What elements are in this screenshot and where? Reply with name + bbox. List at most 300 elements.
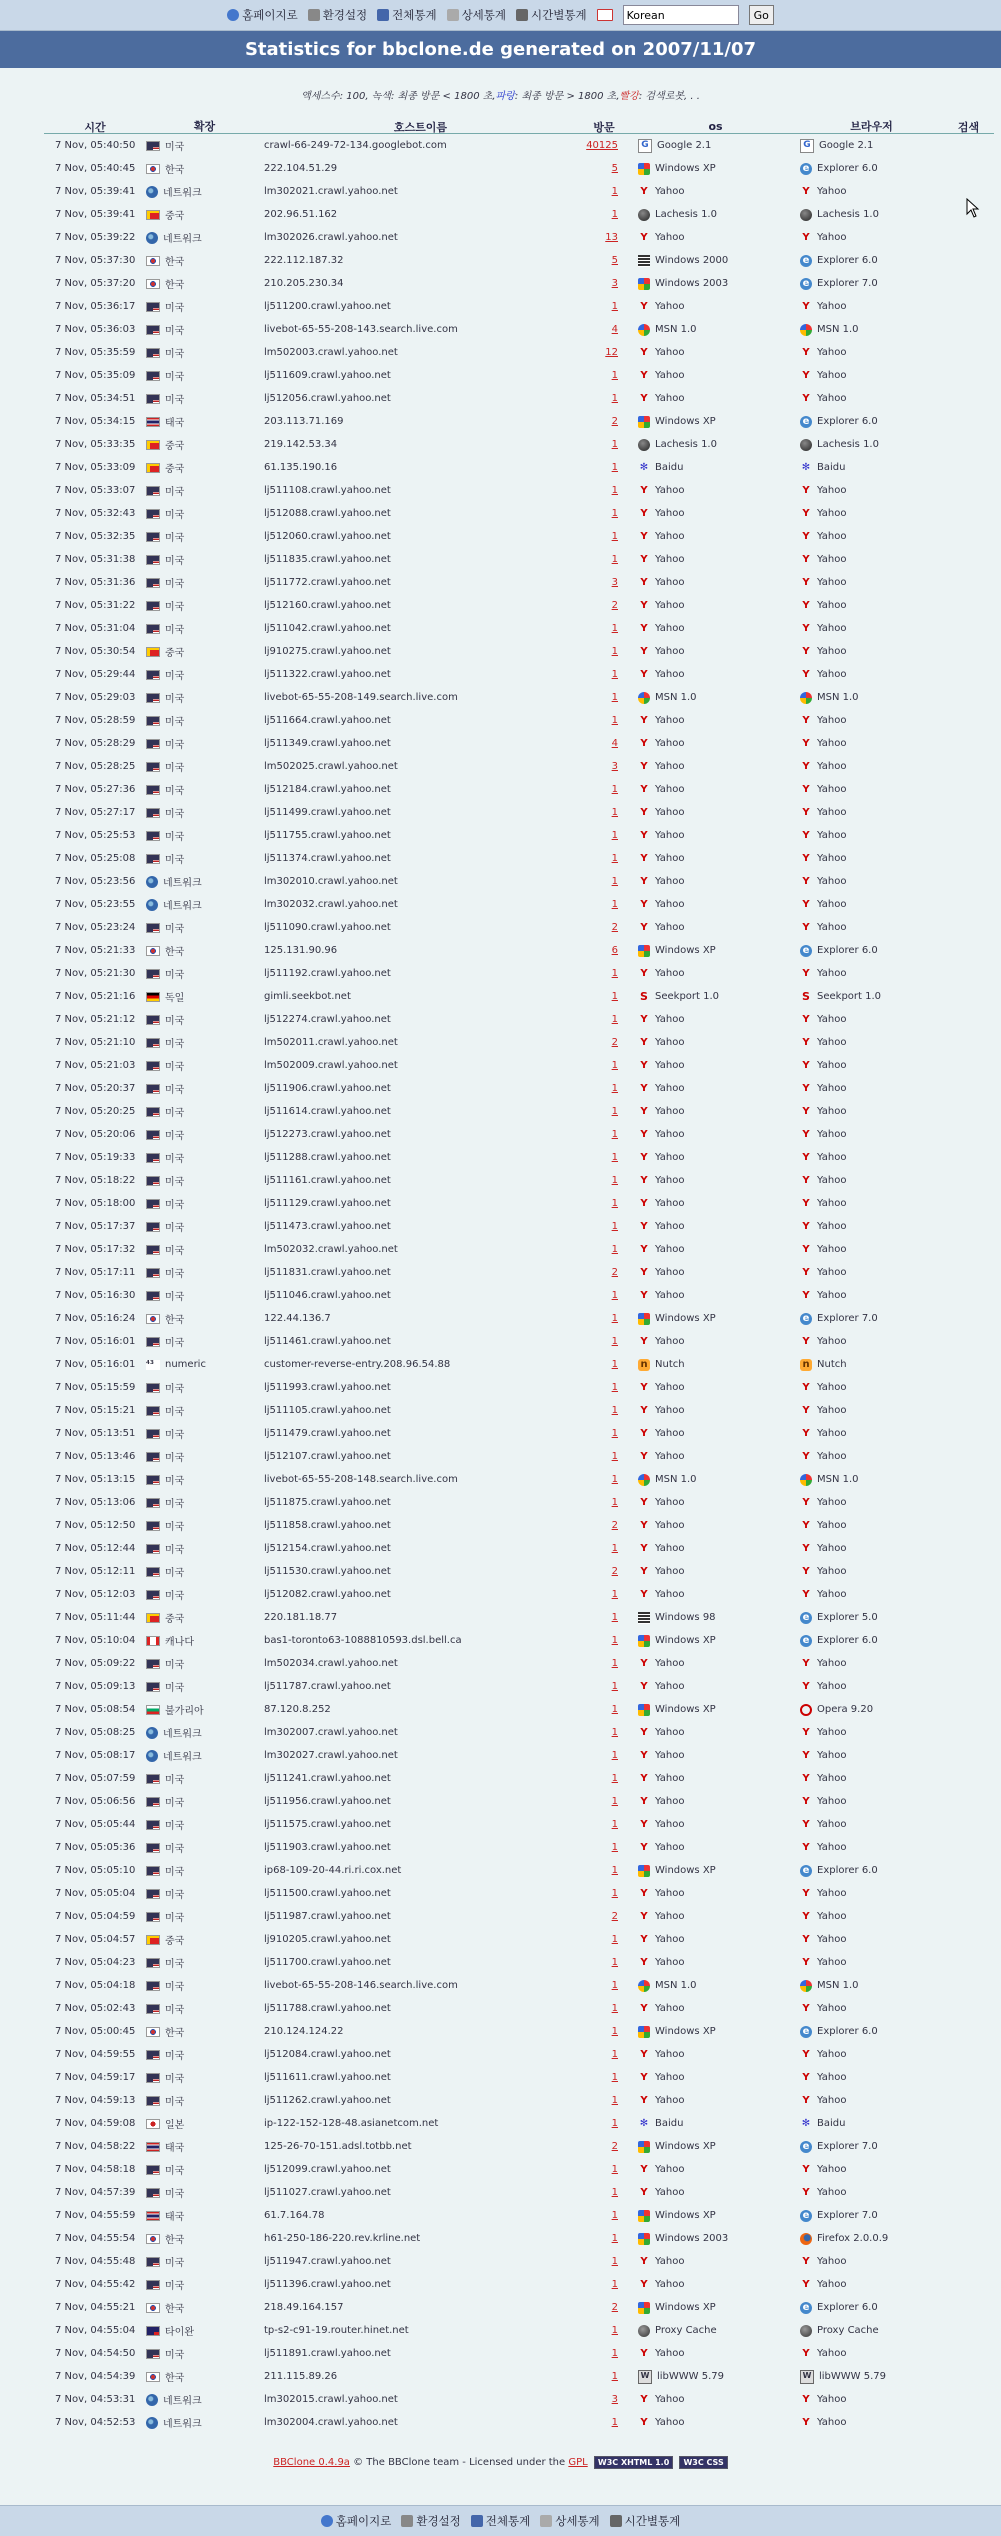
row-visits [577,2187,631,2198]
row-hostname: lj512273.crawl.yahoo.net [264,1129,391,1140]
row-ext [146,782,263,797]
row-visits-link[interactable]: 1 [611,1819,618,1830]
row-visits-link[interactable]: 1 [611,1543,618,1554]
flag-us-icon [146,670,160,680]
row-visits-link[interactable]: 1 [611,2187,618,2198]
yahoo-icon: Y [802,185,810,197]
row-hostname: lj511609.crawl.yahoo.net [264,370,391,381]
row-visits-link[interactable]: 1 [611,439,618,450]
row-visits-link[interactable]: 2 [611,1037,618,1048]
row-visits-link[interactable]: 1 [611,2072,618,2083]
row-time: 7 Nov, 05:29:03 [55,692,136,703]
flag-us-icon [146,693,160,703]
bbclone-link[interactable]: BBClone 0.4.9a [273,2457,350,2468]
row-visits-link[interactable]: 1 [611,2095,618,2106]
row-browser [793,1175,943,1187]
top-nav-item-4[interactable] [516,7,587,23]
row-visits [577,1382,631,1393]
row-browser [793,784,943,796]
row-visits-link[interactable]: 6 [611,945,618,956]
row-browser-label: Yahoo [817,2072,847,2083]
row-browser-label: Baidu [817,462,846,473]
row-visits [577,2072,631,2083]
row-visits [577,163,631,174]
row-visits [577,692,631,703]
row-browser-label: Yahoo [817,347,847,358]
yahoo-icon: Y [802,1519,810,1531]
row-visits-link[interactable]: 1 [611,623,618,634]
row-hostname: lj511788.crawl.yahoo.net [264,2003,391,2014]
table-row [44,2204,994,2227]
row-ext-label: 태국 [165,2143,185,2154]
row-visits-link[interactable]: 1 [611,715,618,726]
table-header [44,119,994,134]
row-visits-link[interactable]: 1 [611,1336,618,1347]
row-browser [793,186,943,198]
row-visits-link[interactable]: 1 [611,968,618,979]
flag-kr-icon [146,256,160,266]
row-time: 7 Nov, 05:16:01 [55,1359,136,1370]
row-visits-link[interactable]: 1 [611,830,618,841]
row-visits-link[interactable]: 40125 [586,140,618,151]
row-ext-label: 중국 [165,464,185,475]
top-nav-item-0[interactable] [227,7,298,23]
row-visits-link[interactable]: 1 [611,1934,618,1945]
table-row [44,1652,994,1675]
table-row [44,272,994,295]
row-visits-link[interactable]: 1 [611,876,618,887]
row-browser-label: Yahoo [817,1060,847,1071]
row-visits-link[interactable]: 1 [611,2210,618,2221]
row-ext-label: 한국 [165,947,185,958]
row-visits-link[interactable]: 1 [611,2026,618,2037]
row-visits-link[interactable]: 2 [611,1520,618,1531]
ie-icon: e [800,278,812,290]
row-browser-label: Yahoo [817,485,847,496]
table-row [44,1284,994,1307]
top-nav-item-1[interactable] [308,7,367,23]
bottom-nav-item-0[interactable] [321,2513,392,2529]
row-browser [793,1106,943,1118]
row-hostname: lj910205.crawl.yahoo.net [264,1934,391,1945]
row-ext-label: 미국 [165,1131,185,1142]
yahoo-icon: Y [802,2071,810,2083]
row-ext-label: 미국 [165,326,185,337]
row-ext-label: 미국 [165,2350,185,2361]
row-ext-label: 미국 [165,303,185,314]
yahoo-icon: Y [640,1105,648,1117]
row-visits-link[interactable]: 5 [611,163,618,174]
row-ext-label: 미국 [165,1016,185,1027]
row-ext-label: 미국 [165,1108,185,1119]
baidu-icon: ✻ [639,2117,649,2129]
xhtml-badge[interactable]: W3C XHTML 1.0 [594,2456,673,2469]
row-visits-link[interactable]: 1 [611,1796,618,1807]
row-time: 7 Nov, 05:39:41 [55,186,136,197]
row-visits-link[interactable]: 1 [611,1957,618,1968]
row-visits-link[interactable]: 1 [611,784,618,795]
row-visits-link[interactable]: 1 [611,692,618,703]
row-visits-link[interactable]: 2 [611,2141,618,2152]
row-visits-link[interactable]: 1 [611,301,618,312]
row-visits-link[interactable]: 1 [611,2118,618,2129]
row-visits-link[interactable]: 1 [611,1221,618,1232]
row-visits-link[interactable]: 1 [611,1106,618,1117]
row-visits-link[interactable]: 1 [611,1888,618,1899]
row-visits-link[interactable]: 1 [611,370,618,381]
row-hostname: lj511129.crawl.yahoo.net [264,1198,391,1209]
row-visits-link[interactable]: 1 [611,1474,618,1485]
css-badge[interactable]: W3C CSS [679,2456,727,2469]
header-time: 시간 [84,121,106,134]
row-visits-link[interactable]: 4 [611,738,618,749]
row-ext-label: 미국 [165,1177,185,1188]
table-row [44,1790,994,1813]
row-ext-label: 미국 [165,2258,185,2269]
row-browser [793,554,943,566]
row-os [631,1359,793,1371]
flag-us-icon [146,762,160,772]
row-browser-label: Yahoo [817,1750,847,1761]
flag-us-icon [146,1843,160,1853]
row-time: 7 Nov, 05:18:22 [55,1175,136,1186]
row-hostname: lm502003.crawl.yahoo.net [264,347,398,358]
row-ext [146,529,263,544]
row-ext [146,1794,263,1809]
row-time: 7 Nov, 05:05:04 [55,1888,136,1899]
table-row [44,1744,994,1767]
flag-us-icon [146,1774,160,1784]
row-visits-link[interactable]: 1 [611,1405,618,1416]
row-visits-link[interactable]: 1 [611,2256,618,2267]
row-visits-link[interactable]: 1 [611,1198,618,1209]
bottom-nav-item-3[interactable] [540,2513,599,2529]
row-ext-label: 미국 [165,1292,185,1303]
top-nav-item-3[interactable] [447,7,506,23]
row-visits-link[interactable]: 3 [611,577,618,588]
row-browser-label: Baidu [817,2118,846,2129]
row-os [631,2003,793,2015]
row-visits-link[interactable]: 1 [611,1865,618,1876]
row-visits [577,255,631,266]
row-ext-label: 미국 [165,671,185,682]
row-visits-link[interactable]: 1 [611,531,618,542]
row-os-label: Yahoo [655,2417,685,2428]
row-visits-link[interactable]: 1 [611,1244,618,1255]
row-browser [793,508,943,520]
flag-kr-icon [146,2303,160,2313]
row-visits-link[interactable]: 1 [611,646,618,657]
row-time: 7 Nov, 05:20:37 [55,1083,136,1094]
row-hostname: lj511755.crawl.yahoo.net [264,830,391,841]
flag-us-icon [146,2004,160,2014]
row-visits [577,2325,631,2336]
row-ext [146,1334,263,1349]
row-visits-link[interactable]: 1 [611,1290,618,1301]
row-ext [146,713,263,728]
yahoo-icon: Y [802,1082,810,1094]
table-row [44,962,994,985]
table-row [44,1698,994,1721]
row-visits-link[interactable]: 3 [611,278,618,289]
row-visits-link[interactable]: 3 [611,2394,618,2405]
row-visits-link[interactable]: 2 [611,922,618,933]
row-os-label: Windows XP [655,1313,716,1324]
gpl-link[interactable]: GPL [568,2457,588,2468]
row-os [631,692,793,704]
row-ext [146,391,263,406]
row-visits-link[interactable]: 1 [611,2233,618,2244]
row-ext [146,138,263,153]
row-browser-label: Explorer 6.0 [817,1865,878,1876]
row-os-label: Yahoo [655,1083,685,1094]
row-time: 7 Nov, 05:15:21 [55,1405,136,1416]
row-visits-link[interactable]: 1 [611,554,618,565]
row-visits-link[interactable]: 1 [611,2371,618,2382]
row-visits-link[interactable]: 12 [605,347,618,358]
ie-icon: e [800,163,812,175]
row-browser-label: Yahoo [817,393,847,404]
row-visits [577,2279,631,2290]
row-browser [793,1290,943,1302]
row-visits-link[interactable]: 1 [611,807,618,818]
row-visits [577,1313,631,1324]
flag-us-icon [146,1222,160,1232]
row-browser [793,600,943,612]
row-os-label: Windows XP [655,1704,716,1715]
yahoo-icon: Y [640,1266,648,1278]
row-visits-link[interactable]: 1 [611,1589,618,1600]
row-visits-link[interactable]: 2 [611,1267,618,1278]
row-visits-link[interactable]: 1 [611,1060,618,1071]
row-hostname: lm502011.crawl.yahoo.net [264,1037,398,1048]
row-browser [793,1428,943,1440]
row-os-label: Yahoo [655,1428,685,1439]
row-visits-link[interactable]: 1 [611,2417,618,2428]
yahoo-icon: Y [640,622,648,634]
row-time: 7 Nov, 04:54:39 [55,2371,136,2382]
row-browser [793,2279,943,2291]
row-visits-link[interactable]: 1 [611,1014,618,1025]
go-button[interactable]: Go [749,5,774,25]
row-visits-link[interactable]: 1 [611,2003,618,2014]
top-nav-item-2[interactable] [377,7,436,23]
table-row [44,203,994,226]
row-ext [146,1403,263,1418]
yahoo-icon: Y [802,622,810,634]
row-visits-link[interactable]: 1 [611,485,618,496]
row-browser-label: Yahoo [817,301,847,312]
row-browser [793,1336,943,1348]
flag-us-icon [146,141,160,151]
language-select[interactable] [623,5,739,25]
row-visits-link[interactable]: 1 [611,899,618,910]
yahoo-icon: Y [802,1565,810,1577]
yahoo-icon: Y [640,1220,648,1232]
row-ext-label: 네트워크 [163,2396,202,2407]
flag-cn-icon [146,463,160,473]
table-row [44,1215,994,1238]
top-nav-item-label: 환경설정 [322,8,368,22]
row-time: 7 Nov, 05:16:24 [55,1313,136,1324]
row-visits-link[interactable]: 1 [611,669,618,680]
row-visits-link[interactable]: 1 [611,991,618,1002]
row-os [631,1865,793,1877]
row-os-label: Yahoo [655,577,685,588]
row-ext [146,2277,263,2292]
row-os [631,186,793,198]
row-os [631,393,793,405]
row-os [631,1612,793,1624]
row-time: 7 Nov, 05:31:36 [55,577,136,588]
row-visits-link[interactable]: 1 [611,2279,618,2290]
row-ext [146,1978,263,1993]
row-visits-link[interactable]: 1 [611,393,618,404]
row-visits-link[interactable]: 3 [611,761,618,772]
legend-red: 빨강 [619,90,639,102]
row-visits-link[interactable]: 1 [611,1382,618,1393]
table-row [44,2043,994,2066]
yahoo-icon: Y [640,2163,648,2175]
row-hostname: lj511575.crawl.yahoo.net [264,1819,391,1830]
bottom-nav-item-label: 전체통계 [485,2514,531,2528]
row-ext-label: 독일 [165,993,185,1004]
table-row [44,893,994,916]
row-time: 7 Nov, 05:04:57 [55,1934,136,1945]
row-visits-link[interactable]: 1 [611,2049,618,2060]
row-visits-link[interactable]: 2 [611,416,618,427]
row-visits-link[interactable]: 5 [611,255,618,266]
row-visits-link[interactable]: 1 [611,1428,618,1439]
row-visits-link[interactable]: 2 [611,2302,618,2313]
flag-th-icon [146,2142,160,2152]
row-ext [146,2116,263,2131]
yahoo-icon: Y [640,507,648,519]
row-ext [146,230,263,245]
row-visits-link[interactable]: 2 [611,1566,618,1577]
row-visits-link[interactable]: 1 [611,1681,618,1692]
row-os-label: MSN 1.0 [655,692,697,703]
row-visits [577,324,631,335]
row-visits-link[interactable]: 1 [611,1497,618,1508]
row-visits-link[interactable]: 1 [611,2325,618,2336]
row-browser-label: Yahoo [817,922,847,933]
row-browser [793,2164,943,2176]
table-row [44,916,994,939]
row-visits-link[interactable]: 1 [611,1359,618,1370]
row-time: 7 Nov, 05:11:44 [55,1612,136,1623]
row-visits-link[interactable]: 1 [611,1773,618,1784]
yahoo-icon: Y [640,898,648,910]
row-hostname: 61.135.190.16 [264,462,338,473]
row-browser [793,1060,943,1072]
row-browser [793,439,943,451]
row-visits-link[interactable]: 4 [611,324,618,335]
row-visits-link[interactable]: 1 [611,462,618,473]
row-visits-link[interactable]: 1 [611,1152,618,1163]
table-row [44,594,994,617]
row-visits-link[interactable]: 1 [611,209,618,220]
row-hostname: ip-122-152-128-48.asianetcom.net [264,2118,439,2129]
row-visits-link[interactable]: 2 [611,600,618,611]
ie-icon: e [800,1313,812,1325]
row-ext [146,1288,263,1303]
row-visits-link[interactable]: 1 [611,853,618,864]
row-ext-label: 한국 [165,280,185,291]
row-os-label: Yahoo [655,1957,685,1968]
row-ext-label: 미국 [165,2166,185,2177]
table-row [44,1813,994,1836]
yahoo-icon: Y [802,553,810,565]
table-row [44,2181,994,2204]
row-visits-link[interactable]: 13 [605,232,618,243]
row-os-label: Yahoo [655,1934,685,1945]
row-visits-link[interactable]: 1 [611,1313,618,1324]
row-visits-link[interactable]: 1 [611,1175,618,1186]
row-visits [577,1865,631,1876]
flag-us-icon [146,2188,160,2198]
row-ext-label: 미국 [165,1913,185,1924]
row-visits-link[interactable]: 1 [611,2164,618,2175]
row-visits-link[interactable]: 1 [611,1704,618,1715]
flag-cn-icon [146,1613,160,1623]
row-ext [146,736,263,751]
row-os [631,1727,793,1739]
row-browser [793,738,943,750]
row-os-label: Yahoo [655,623,685,634]
row-visits-link[interactable]: 1 [611,1750,618,1761]
row-visits-link[interactable]: 1 [611,1129,618,1140]
row-ext-label: 미국 [165,2051,185,2062]
yahoo-icon: Y [640,1197,648,1209]
row-time: 7 Nov, 05:34:15 [55,416,136,427]
bottom-nav-item-2[interactable] [471,2513,530,2529]
row-visits-link[interactable]: 1 [611,1980,618,1991]
row-visits-link[interactable]: 1 [611,1727,618,1738]
row-browser-label: Yahoo [817,1221,847,1232]
row-visits-link[interactable]: 1 [611,1842,618,1853]
row-visits-link[interactable]: 1 [611,1451,618,1462]
bottom-nav-item-1[interactable] [401,2513,460,2529]
row-hostname: lj511611.crawl.yahoo.net [264,2072,391,2083]
flag-us-icon [146,371,160,381]
row-visits-link[interactable]: 1 [611,1083,618,1094]
flag-net-icon [146,1750,158,1762]
row-visits-link[interactable]: 1 [611,1658,618,1669]
bottom-nav-item-4[interactable] [610,2513,681,2529]
table-row [44,1629,994,1652]
row-visits-link[interactable]: 1 [611,1612,618,1623]
row-browser [793,1842,943,1854]
row-time: 7 Nov, 05:08:54 [55,1704,136,1715]
row-time: 7 Nov, 05:09:13 [55,1681,136,1692]
row-visits-link[interactable]: 1 [611,2348,618,2359]
row-os [631,600,793,612]
flag-kr-icon [146,164,160,174]
row-os-label: Yahoo [655,1014,685,1025]
win-icon [638,2210,650,2222]
row-ext-label: 미국 [165,1476,185,1487]
row-hostname: livebot-65-55-208-149.search.live.com [264,692,458,703]
row-visits [577,623,631,634]
row-visits-link[interactable]: 1 [611,186,618,197]
flag-us-icon [146,854,160,864]
row-visits-link[interactable]: 2 [611,1911,618,1922]
row-visits [577,1819,631,1830]
row-browser [793,1083,943,1095]
row-visits-link[interactable]: 1 [611,1635,618,1646]
row-visits-link[interactable]: 1 [611,508,618,519]
